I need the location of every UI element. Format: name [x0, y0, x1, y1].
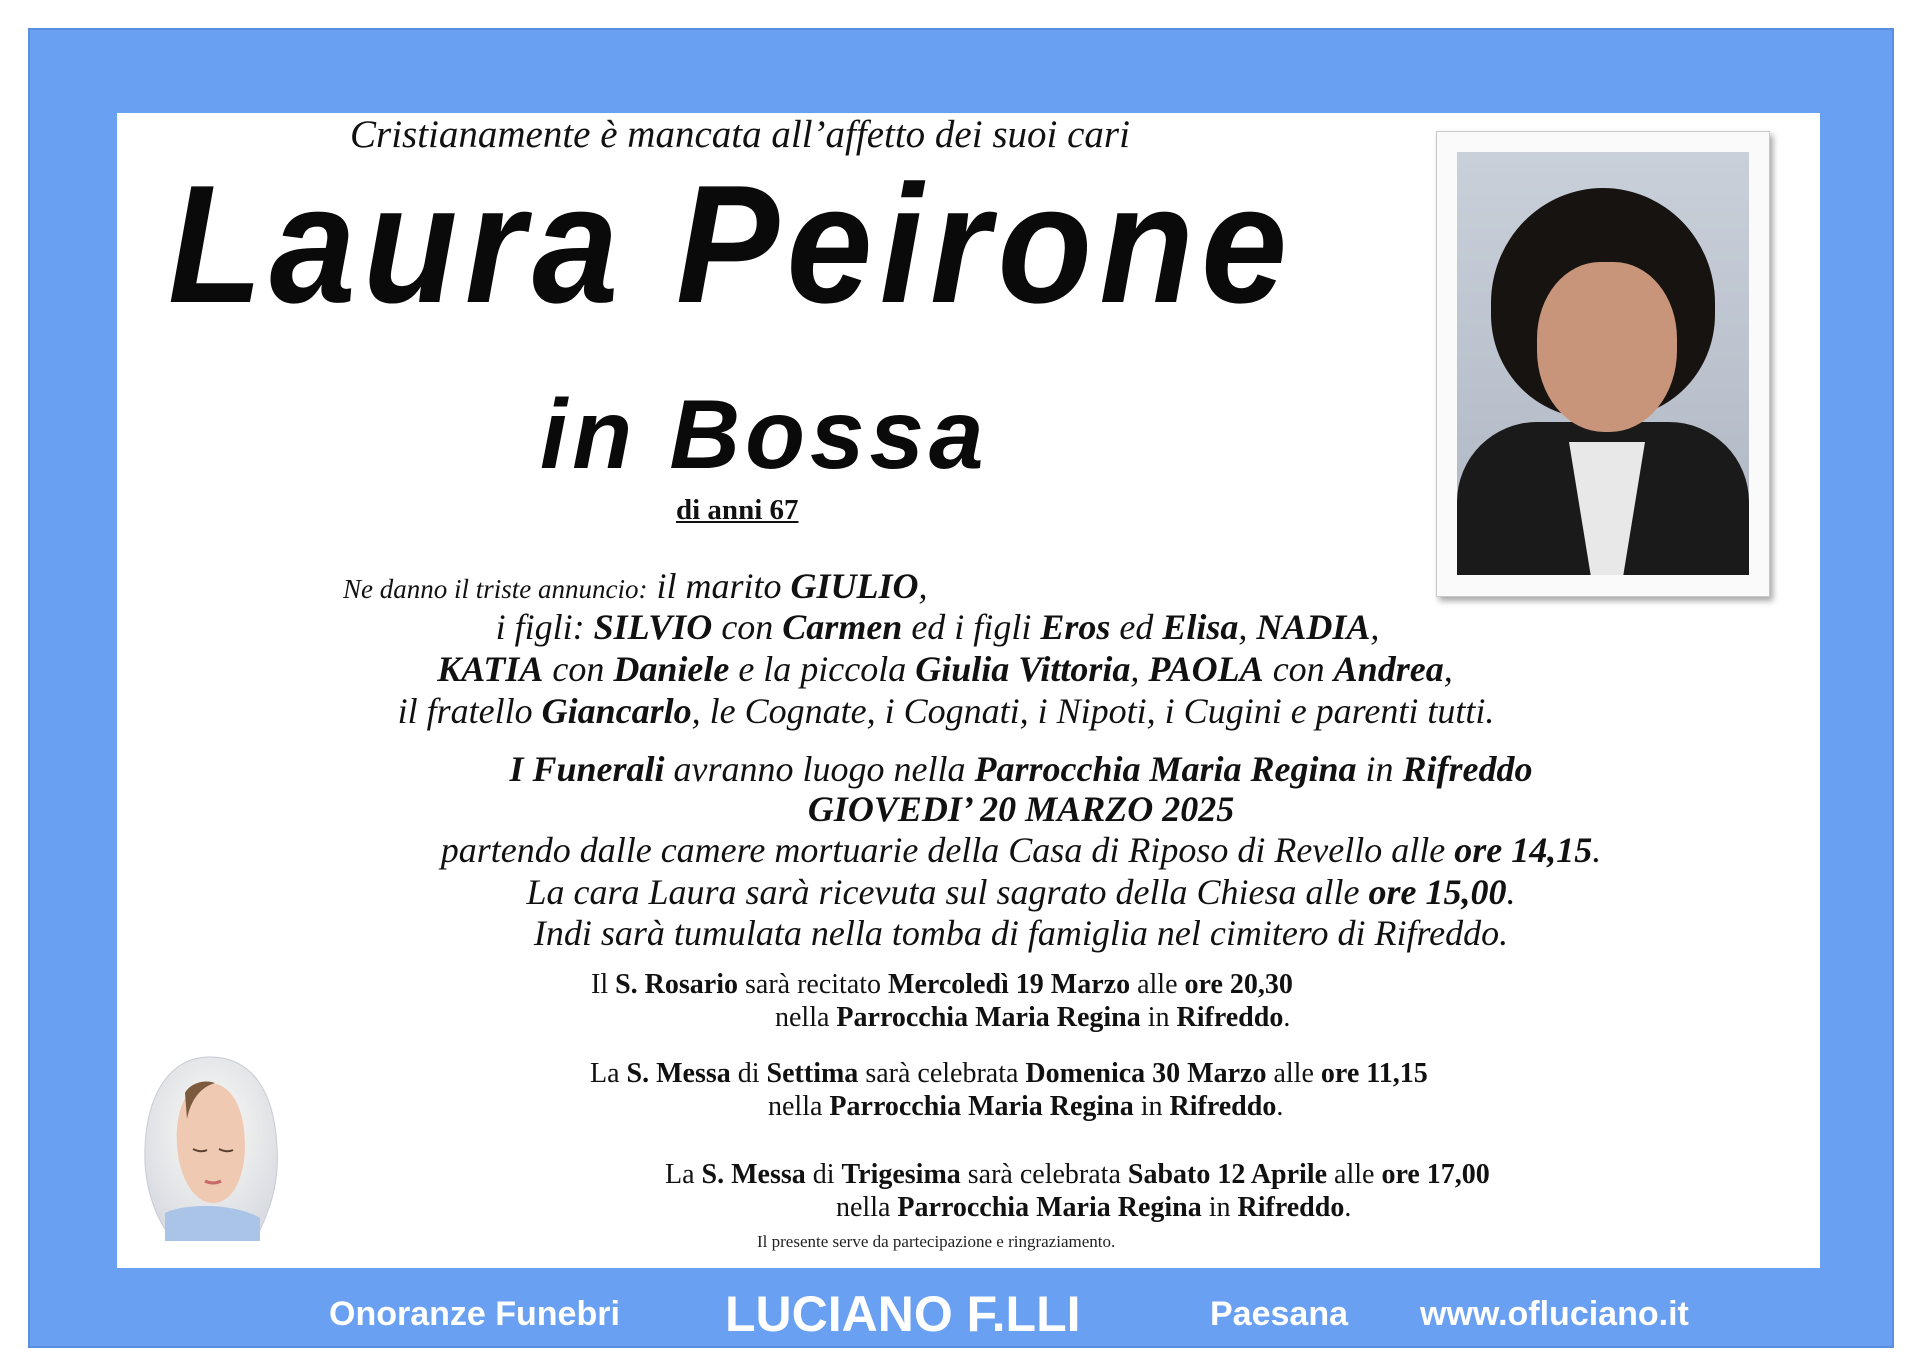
- rosario-line-1: Il S. Rosario sarà recitato Mercoledì 19 Marzo alle ore 20,30: [591, 969, 1293, 1000]
- announcement-line-3: KATIA con Daniele e la piccola Giulia Vittoria, PAOLA con Andrea,: [437, 649, 1453, 689]
- portrait-photo: [1436, 131, 1770, 597]
- rosario-line-2: nella Parrocchia Maria Regina in Rifreddo.: [775, 1002, 1291, 1033]
- footer-company: LUCIANO F.LLI: [725, 1286, 1081, 1342]
- settima-line-2: nella Parrocchia Maria Regina in Rifreddo.: [768, 1091, 1284, 1122]
- announcement-line-2: i figli: SILVIO con Carmen ed i figli Eros ed Elisa, NADIA,: [495, 607, 1380, 647]
- madonna-image: [135, 1053, 285, 1241]
- trigesima-line-1: La S. Messa di Trigesima sarà celebrata Sabato 12 Aprile alle ore 17,00: [665, 1159, 1490, 1190]
- trigesima-line-2: nella Parrocchia Maria Regina in Rifreddo.: [836, 1192, 1352, 1223]
- footer-website[interactable]: www.ofluciano.it: [1420, 1295, 1689, 1333]
- footer-town: Paesana: [1210, 1295, 1348, 1333]
- announcement-line-1: Ne danno il triste annuncio: il marito GIULIO,: [343, 566, 928, 606]
- announcement-line-4: il fratello Giancarlo, le Cognate, i Cognati, i Nipoti, i Cugini e parenti tutti.: [397, 691, 1495, 731]
- settima-line-1: La S. Messa di Settima sarà celebrata Domenica 30 Marzo alle ore 11,15: [590, 1058, 1428, 1089]
- footer-label: Onoranze Funebri: [329, 1295, 620, 1333]
- funeral-line-3: partendo dalle camere mortuarie della Casa di Riposo di Revello alle ore 14,15.: [440, 830, 1602, 870]
- funeral-line-1: I Funerali avranno luogo nella Parrocchia Maria Regina in Rifreddo: [509, 749, 1533, 789]
- funeral-line-4: La cara Laura sarà ricevuta sul sagrato della Chiesa alle ore 15,00.: [526, 872, 1516, 912]
- age-text: di anni 67: [676, 494, 799, 526]
- funeral-date: GIOVEDI’ 20 MARZO 2025: [807, 789, 1235, 829]
- portrait-image: [1457, 152, 1749, 575]
- married-name: in Bossa: [540, 379, 989, 489]
- intro-text: Cristianamente è mancata all’affetto dei suoi cari: [350, 113, 1130, 156]
- acknowledgement-note: Il presente serve da partecipazione e ringraziamento.: [757, 1232, 1116, 1251]
- funeral-line-5: Indi sarà tumulata nella tomba di famiglia nel cimitero di Rifreddo.: [533, 913, 1509, 953]
- deceased-name: Laura Peirone: [168, 150, 1295, 338]
